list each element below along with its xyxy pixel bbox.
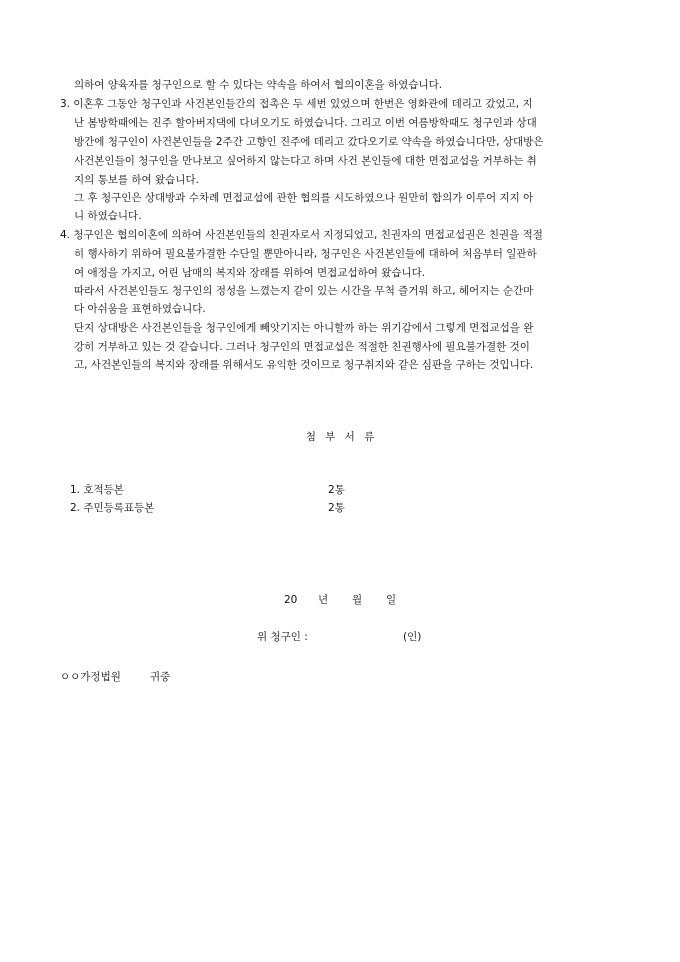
body-line: 난 봄방학때에는 진주 할아버지댁에 다녀오기도 하였습니다. 그리고 이번 여름방학때도 청구인과 상대: [74, 117, 537, 129]
body-line: 지의 통보를 하여 왔습니다.: [74, 174, 199, 186]
court-name: ㅇㅇ가정법원: [60, 671, 121, 683]
body-line: 단지 상대방은 사건본인들을 청구인에게 빼앗기지는 아니할까 하는 위기감에서 그렇게 면접교섭을 완: [74, 322, 534, 334]
date-year: 20: [284, 594, 298, 606]
body-line: 히 행사하기 위하여 필요불가결한 수단일 뿐만아니라, 청구인은 사건본인들에 대하여 처음부터 일관하: [74, 248, 537, 260]
body-line: 4. 청구인은 협의이혼에 의하여 사건본인들의 친권자로서 지정되었고, 친권자의 면접교섭권은 친권을 적절: [60, 229, 543, 241]
attachment-item-name: 1. 호적등본: [70, 484, 124, 496]
body-line: 따라서 사건본인들도 청구인의 정성을 느꼈는지 같이 있는 시간을 무척 즐거워 하고, 헤어지는 순간마: [74, 285, 534, 297]
claimant-label: 위 청구인 :: [257, 631, 308, 643]
body-line: 고, 사건본인들의 복지와 장래를 위해서도 유익한 것이므로 청구취지와 같은 심판을 구하는 것입니다.: [74, 359, 534, 371]
body-line: 3. 이혼후 그동안 청구인과 사건본인들간의 접촉은 두 세번 있었으며 한번은 영화관에 데리고 갔었고, 지: [60, 98, 533, 110]
body-line: 의하여 양육자를 청구인으로 할 수 있다는 약속을 하여서 협의이혼을 하였습니다.: [74, 79, 443, 91]
body-line: 그 후 청구인은 상대방과 수차례 면접교섭에 관한 협의를 시도하였으나 원만히 합의가 이루어 지지 아: [74, 192, 534, 204]
attachment-item-count: 2통: [328, 502, 345, 514]
body-line: 여 애정을 가지고, 어린 남매의 복지와 장래를 위하여 면접교섭하여 왔습니다.: [74, 267, 426, 279]
attachment-item-name: 2. 주민등록표등본: [70, 502, 155, 514]
body-line: 사건본인들이 청구인을 만나보고 싶어하지 않는다고 하며 사건 본인들에 대한 면접교섭을 거부하는 취: [74, 155, 537, 167]
addressee-honorific: 귀중: [150, 671, 171, 683]
date-month-unit: 월: [352, 594, 363, 606]
body-line: 다 아쉬움을 표현하였습니다.: [74, 303, 206, 315]
seal-mark: (인): [403, 631, 422, 643]
attachments-heading: 첨 부 서 류: [305, 431, 375, 443]
date-day-unit: 일: [386, 594, 397, 606]
body-line: 방간에 청구인이 사건본인들을 2주간 고향인 진주에 데리고 갔다오기로 약속을 하였습니다만, 상대방은: [74, 136, 544, 148]
date-year-unit: 년: [318, 594, 329, 606]
attachment-item-count: 2통: [328, 484, 345, 496]
body-line: 니 하였습니다.: [74, 210, 142, 222]
body-line: 강히 거부하고 있는 것 같습니다. 그러나 청구인의 면접교섭은 적절한 친권행사에 필요불가결한 것이: [74, 341, 530, 353]
